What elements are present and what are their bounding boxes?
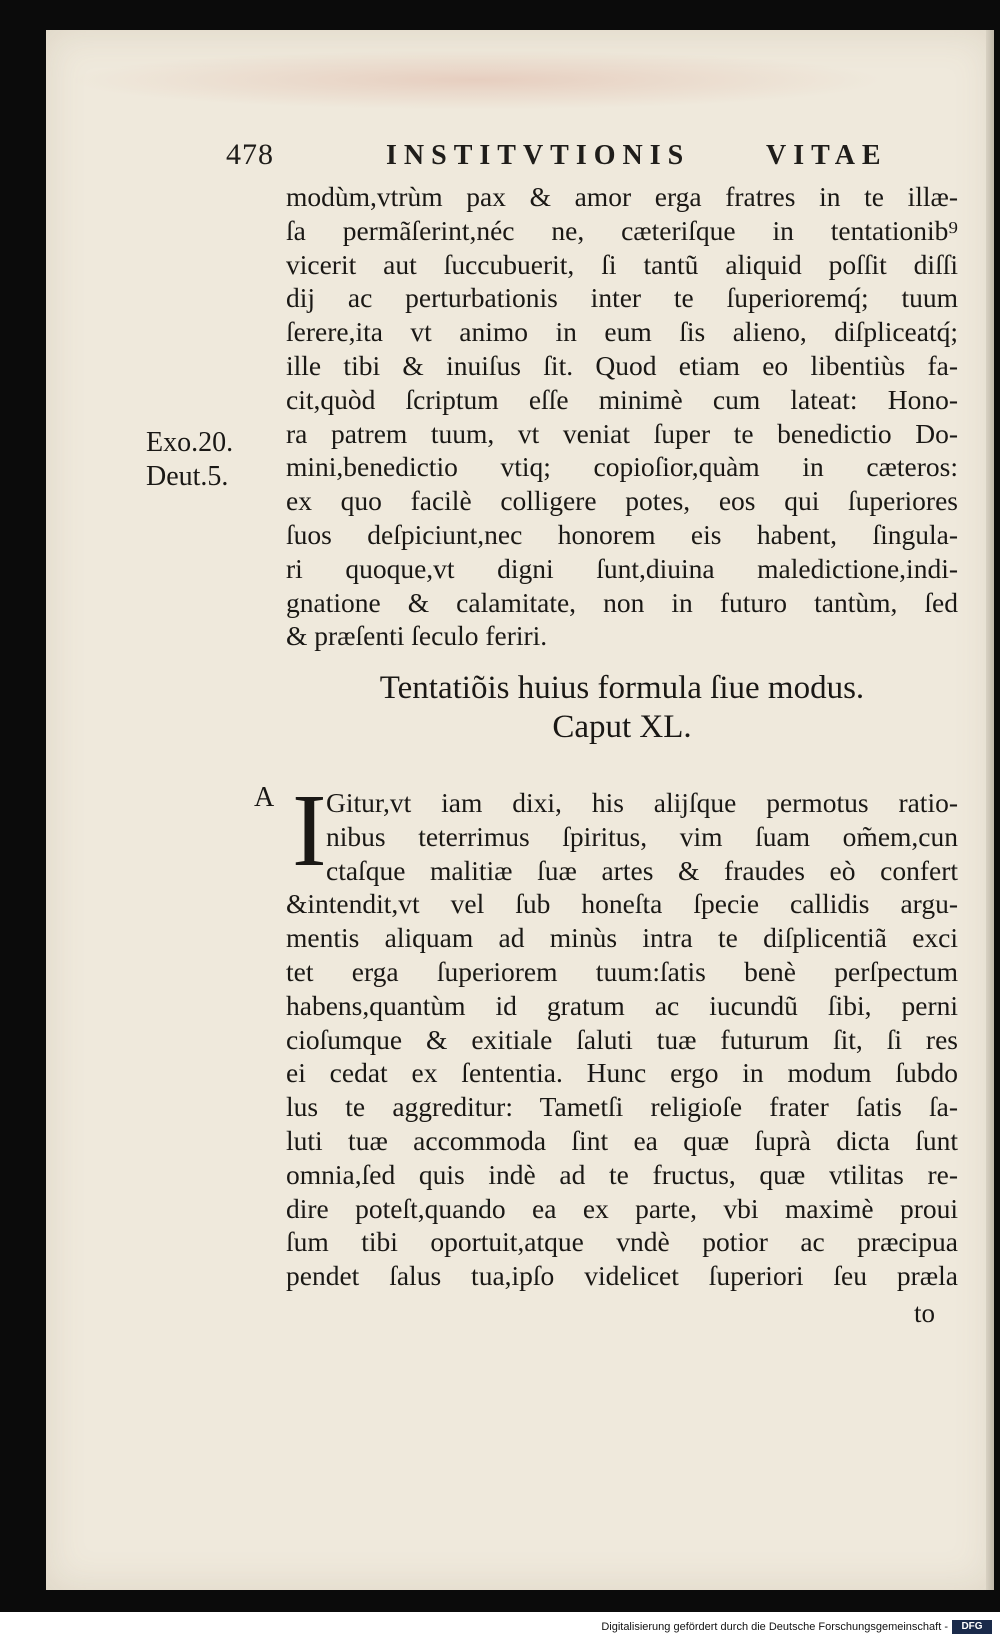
paragraph-2 [286, 773, 958, 1293]
drop-cap: I [292, 773, 327, 888]
book-page [46, 30, 994, 1590]
chapter-heading [286, 668, 958, 746]
chapter-number: Caput XL. [552, 709, 692, 745]
page-edge [986, 30, 994, 1590]
text-line: vicerit aut ſuccubuerit, ſi tantũ aliquid poſſit diſſi [286, 248, 958, 280]
text-line: ra patrem tuum, vt veniat ſuper te benedictio Do- [286, 417, 958, 449]
text-line: & præſenti ſeculo feriri. [286, 620, 548, 652]
text-line: mini,benedictio vtiq; copioſior,quàm in cæteros: [286, 451, 958, 483]
text-line: cioſumque & exitiale ſaluti tuæ futurum ſit, ſi res [286, 1023, 958, 1055]
text-line: ex quo facilè colligere potes, eos qui ſuperiores [286, 485, 958, 517]
margin-note-deuteronomy: Deut.5. [146, 461, 229, 492]
text-line: ſerere,ita vt animo in eum ſis alieno, diſpliceatq́; [286, 316, 958, 348]
paragraph-1 [286, 180, 958, 653]
text-line: habens,quantùm id gratum ac iucundũ ſibi, perni [286, 989, 958, 1021]
text-line: Gitur,vt iam dixi, his alijſque permotus ratio- [326, 787, 958, 818]
text-line: luti tuæ accommoda ſint ea quæ ſuprà dicta ſunt [286, 1124, 958, 1156]
funding-credit: Digitalisierung gefördert durch die Deutsche Forschungsgemeinschaft - [601, 1621, 948, 1633]
page-number: 478 [226, 138, 274, 171]
text-line: gnatione & calamitate, non in futuro tantùm, ſed [286, 586, 958, 618]
section-letter: A [254, 782, 275, 813]
dfg-logo: DFG [952, 1620, 992, 1634]
text-line: ri quoque,vt digni ſunt,diuina maledictione,indi- [286, 552, 958, 584]
text-line: nibus teterrimus ſpiritus, vim ſuam om̃em,cun [326, 820, 958, 852]
text-line: ei cedat ex ſententia. Hunc ergo in modum ſubdo [286, 1057, 958, 1089]
text-line: &intendit,vt vel ſub honeſta ſpecie callidis argu- [286, 888, 958, 920]
margin-notes [146, 426, 233, 494]
text-line: tet erga ſuperiorem tuum:ſatis benè perſpectum [286, 955, 958, 987]
text-line: mentis aliquam ad minùs intra te diſplicentiã exci [286, 922, 958, 954]
text-line: lus te aggreditur: Tametſi religioſe frater ſatis ſa- [286, 1091, 958, 1123]
text-line: dij ac perturbationis inter te ſuperioremq́; tuum [286, 282, 958, 314]
text-line: modùm,vtrùm pax & amor erga fratres in te illæ- [286, 181, 958, 212]
text-line: omnia,ſed quis indè ad te fructus, quæ vtilitas re- [286, 1158, 958, 1190]
running-head [46, 138, 994, 178]
catchword: to [914, 1298, 936, 1328]
text-line: ſum tibi oportuit,atque vndè potior ac præcipua [286, 1226, 958, 1258]
text-line: ctaſque malitiæ ſuæ artes & fraudes eò confert [326, 854, 958, 886]
digitization-footer [0, 1612, 1000, 1644]
page-stain [66, 50, 886, 110]
text-line: ſuos deſpiciunt,nec honorem eis habent, ſingula- [286, 518, 958, 550]
running-title-left: INSTITVTIONIS [386, 140, 691, 171]
margin-note-exodus: Exo.20. [146, 427, 234, 458]
text-line: ſa permãſerint,néc ne, cæteriſque in tentationib⁹ [286, 214, 958, 246]
text-line: cit,quòd ſcriptum eſſe minimè cum lateat: Hono- [286, 383, 958, 415]
text-line: dire poteſt,quando ea ex parte, vbi maximè proui [286, 1192, 958, 1224]
text-line: ille tibi & inuiſus ſit. Quod etiam eo libentiùs fa- [286, 349, 958, 381]
running-title-right: VITAE [766, 140, 888, 171]
chapter-title: Tentatiõis huius formula ſiue modus. [379, 670, 865, 706]
text-line: pendet ſalus tua,ipſo videlicet ſuperiori ſeu præla [286, 1260, 958, 1292]
